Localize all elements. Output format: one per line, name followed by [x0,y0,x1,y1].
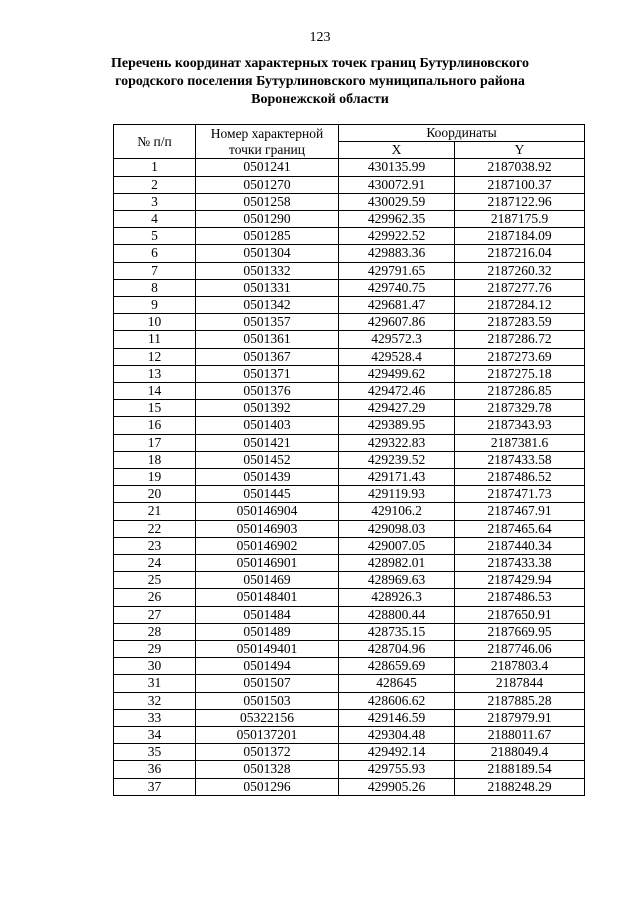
table-row [114,537,585,554]
point-number: 0501371 [196,365,339,382]
row-number: 25 [114,572,196,589]
coord-x: 429740.75 [339,279,455,296]
coord-x: 430072.91 [339,176,455,193]
table-row [114,486,585,503]
row-number: 28 [114,623,196,640]
coord-y: 2187486.53 [455,589,585,606]
table-row [114,279,585,296]
row-number: 30 [114,658,196,675]
coord-x: 429427.29 [339,400,455,417]
table-header-row [114,125,585,142]
coord-y: 2188189.54 [455,761,585,778]
coord-y: 2187184.09 [455,228,585,245]
point-number: 0501403 [196,417,339,434]
point-number: 0501258 [196,193,339,210]
point-number: 0501270 [196,176,339,193]
row-number: 34 [114,727,196,744]
point-number: 0501357 [196,314,339,331]
coord-y: 2187465.64 [455,520,585,537]
row-number: 19 [114,469,196,486]
row-number: 36 [114,761,196,778]
coord-y: 2187343.93 [455,417,585,434]
coord-x: 428606.62 [339,692,455,709]
point-number: 0501304 [196,245,339,262]
row-number: 29 [114,641,196,658]
table-row [114,400,585,417]
title-line: Воронежской области [251,92,389,107]
coord-x: 429791.65 [339,262,455,279]
coord-y: 2187467.91 [455,503,585,520]
coord-y: 2187979.91 [455,709,585,726]
row-number: 12 [114,348,196,365]
row-number: 9 [114,297,196,314]
coord-y: 2187100.37 [455,176,585,193]
row-number: 3 [114,193,196,210]
table-row [114,451,585,468]
point-number: 050146904 [196,503,339,520]
table-row [114,469,585,486]
table-row [114,641,585,658]
coord-x: 429322.83 [339,434,455,451]
point-number: 050137201 [196,727,339,744]
row-number: 21 [114,503,196,520]
coord-x: 429905.26 [339,778,455,795]
table-row [114,262,585,279]
point-number: 0501503 [196,692,339,709]
row-number: 4 [114,210,196,227]
point-number: 05322156 [196,709,339,726]
row-number: 22 [114,520,196,537]
table-row [114,658,585,675]
point-number: 0501445 [196,486,339,503]
row-number: 8 [114,279,196,296]
table-row [114,675,585,692]
table-row [114,245,585,262]
coord-x: 428982.01 [339,555,455,572]
coord-y: 2187746.06 [455,641,585,658]
table-body [114,159,585,796]
table-row [114,159,585,176]
coord-x: 429119.93 [339,486,455,503]
point-number: 050146901 [196,555,339,572]
row-number: 2 [114,176,196,193]
point-number: 0501484 [196,606,339,623]
coord-y: 2188011.67 [455,727,585,744]
table-row [114,761,585,778]
coord-y: 2187471.73 [455,486,585,503]
coord-y: 2187669.95 [455,623,585,640]
document-title [60,55,580,109]
row-number: 11 [114,331,196,348]
row-number: 20 [114,486,196,503]
coord-x: 429146.59 [339,709,455,726]
coord-x: 429528.4 [339,348,455,365]
coord-x: 429171.43 [339,469,455,486]
point-number: 0501332 [196,262,339,279]
row-number: 18 [114,451,196,468]
title-line: Перечень координат характерных точек границ Бутурлиновского [111,56,529,71]
row-number: 1 [114,159,196,176]
coord-x: 429499.62 [339,365,455,382]
coord-x: 429239.52 [339,451,455,468]
point-number: 0501494 [196,658,339,675]
coord-x: 429472.46 [339,383,455,400]
point-number: 0501367 [196,348,339,365]
coord-x: 428659.69 [339,658,455,675]
point-number: 0501421 [196,434,339,451]
point-number: 0501342 [196,297,339,314]
row-number: 15 [114,400,196,417]
coord-x: 429962.35 [339,210,455,227]
table-row [114,778,585,795]
coord-y: 2187284.12 [455,297,585,314]
coord-y: 2187122.96 [455,193,585,210]
table-row [114,331,585,348]
coord-y: 2187429.94 [455,572,585,589]
coord-x: 428645 [339,675,455,692]
coord-x: 429607.86 [339,314,455,331]
header-number: № п/п [114,125,196,159]
table-row [114,434,585,451]
coord-y: 2187329.78 [455,400,585,417]
coord-y: 2187038.92 [455,159,585,176]
header-point: Номер характерной точки границ [196,125,339,159]
header-y: Y [455,142,585,159]
coord-x: 429492.14 [339,744,455,761]
table-row [114,623,585,640]
row-number: 26 [114,589,196,606]
table-row [114,520,585,537]
point-number: 0501376 [196,383,339,400]
point-number: 0501452 [196,451,339,468]
point-number: 0501328 [196,761,339,778]
point-number: 0501489 [196,623,339,640]
title-line: городского поселения Бутурлиновского муниципального района [115,74,525,89]
table-row [114,228,585,245]
coord-y: 2187381.6 [455,434,585,451]
point-number: 0501439 [196,469,339,486]
header-coordinates: Координаты [339,125,585,142]
coord-y: 2187273.69 [455,348,585,365]
table-row [114,365,585,382]
coord-y: 2187844 [455,675,585,692]
point-number: 0501296 [196,778,339,795]
point-number: 050146902 [196,537,339,554]
row-number: 16 [114,417,196,434]
coord-y: 2187803.4 [455,658,585,675]
point-number: 0501241 [196,159,339,176]
point-number: 050149401 [196,641,339,658]
point-number: 0501290 [196,210,339,227]
table-row [114,572,585,589]
row-number: 32 [114,692,196,709]
row-number: 37 [114,778,196,795]
coord-x: 429681.47 [339,297,455,314]
coord-y: 2187286.85 [455,383,585,400]
row-number: 17 [114,434,196,451]
row-number: 5 [114,228,196,245]
coord-x: 429098.03 [339,520,455,537]
point-number: 0501507 [196,675,339,692]
coord-x: 429389.95 [339,417,455,434]
table-row [114,589,585,606]
coord-y: 2187440.34 [455,537,585,554]
coord-x: 429304.48 [339,727,455,744]
coord-x: 428926.3 [339,589,455,606]
table-row [114,176,585,193]
point-number: 0501361 [196,331,339,348]
row-number: 7 [114,262,196,279]
table-row [114,503,585,520]
table-row [114,744,585,761]
coordinates-table [113,124,585,796]
row-number: 33 [114,709,196,726]
table-row [114,727,585,744]
coord-x: 429572.3 [339,331,455,348]
table-row [114,692,585,709]
coord-y: 2187433.38 [455,555,585,572]
page-number: 123 [309,30,331,45]
table-row [114,210,585,227]
table-row [114,606,585,623]
coord-y: 2188248.29 [455,778,585,795]
coord-x: 430029.59 [339,193,455,210]
table-row [114,314,585,331]
coord-y: 2187277.76 [455,279,585,296]
table-row [114,417,585,434]
point-number: 0501469 [196,572,339,589]
coord-y: 2187216.04 [455,245,585,262]
coord-x: 430135.99 [339,159,455,176]
row-number: 13 [114,365,196,382]
coord-x: 428735.15 [339,623,455,640]
coord-y: 2187286.72 [455,331,585,348]
row-number: 35 [114,744,196,761]
row-number: 24 [114,555,196,572]
coord-y: 2187433.58 [455,451,585,468]
coord-y: 2187650.91 [455,606,585,623]
coord-y: 2187885.28 [455,692,585,709]
row-number: 14 [114,383,196,400]
coord-y: 2187175.9 [455,210,585,227]
coord-x: 428704.96 [339,641,455,658]
table-row [114,555,585,572]
table-row [114,297,585,314]
point-number: 050146903 [196,520,339,537]
point-number: 0501331 [196,279,339,296]
coord-x: 429007.05 [339,537,455,554]
coord-x: 429883.36 [339,245,455,262]
row-number: 6 [114,245,196,262]
header-x: X [339,142,455,159]
coord-y: 2187283.59 [455,314,585,331]
coord-x: 429106.2 [339,503,455,520]
table-row [114,348,585,365]
coord-y: 2188049.4 [455,744,585,761]
coord-x: 429755.93 [339,761,455,778]
table-row [114,709,585,726]
point-number: 0501372 [196,744,339,761]
table-row [114,383,585,400]
coord-x: 428800.44 [339,606,455,623]
row-number: 10 [114,314,196,331]
point-number: 050148401 [196,589,339,606]
coord-y: 2187275.18 [455,365,585,382]
point-number: 0501285 [196,228,339,245]
coord-y: 2187486.52 [455,469,585,486]
coord-x: 429922.52 [339,228,455,245]
row-number: 31 [114,675,196,692]
row-number: 23 [114,537,196,554]
coord-y: 2187260.32 [455,262,585,279]
point-number: 0501392 [196,400,339,417]
row-number: 27 [114,606,196,623]
table-row [114,193,585,210]
coord-x: 428969.63 [339,572,455,589]
